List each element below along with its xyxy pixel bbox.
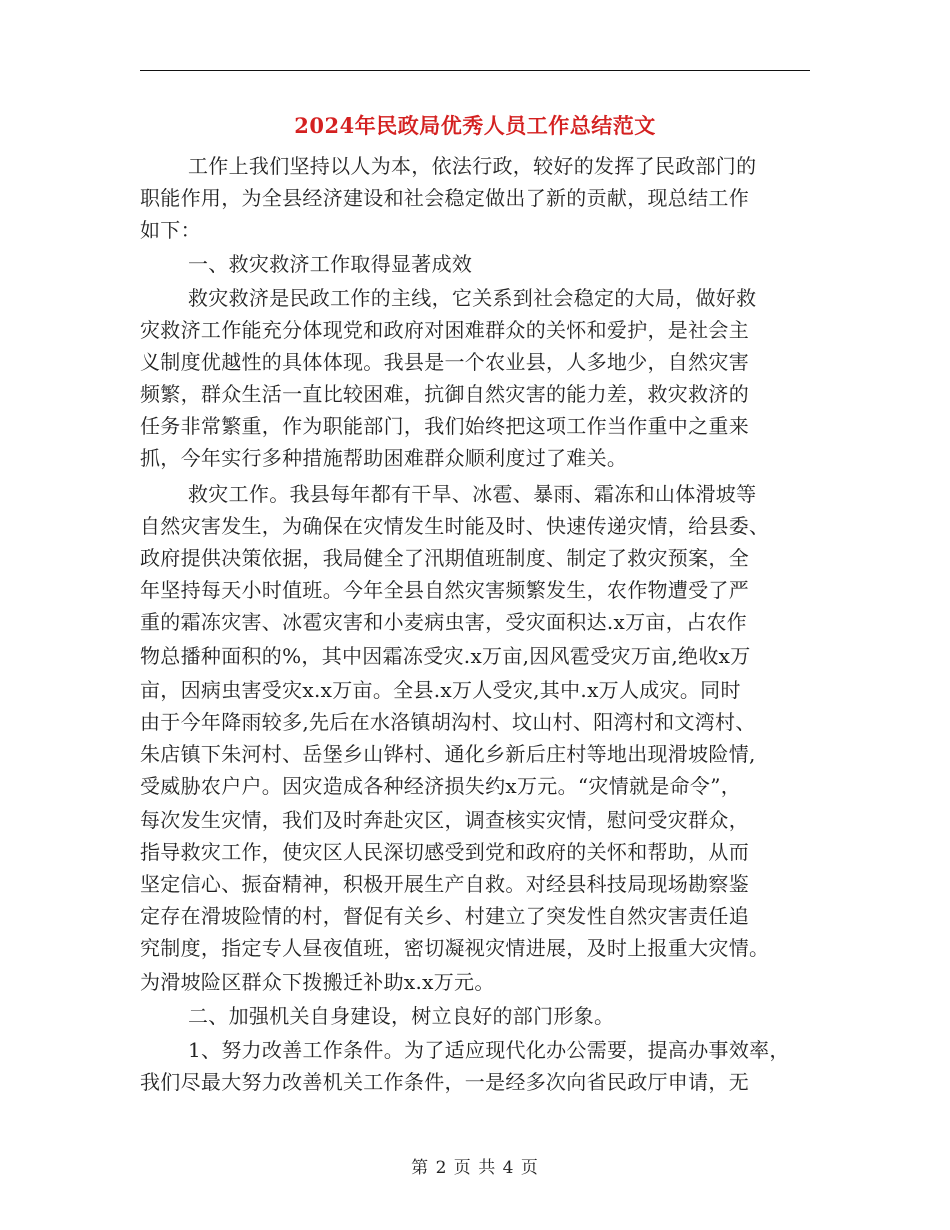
body-line: 灾救济工作能充分体现党和政府对困难群众的关怀和爱护，是社会主 [140,318,749,342]
body-line: 每次发生灾情，我们及时奔赴灾区，调查核实灾情，慰问受灾群众， [140,808,749,832]
body-line: 由于今年降雨较多,先后在水洛镇胡沟村、坟山村、阳湾村和文湾村、 [140,710,756,734]
body-line: 指导救灾工作，使灾区人民深切感受到党和政府的关怀和帮助，从而 [140,840,749,864]
body-line: 我们尽最大努力改善机关工作条件，一是经多次向省民政厅申请，无 [140,1070,749,1094]
body-line: 频繁，群众生活一直比较困难，抗御自然灾害的能力差，救灾救济的 [140,382,749,406]
section-heading: 一、救灾救济工作取得显著成效 [188,252,473,276]
body-line: 义制度优越性的具体体现。我县是一个农业县，人多地少，自然灾害 [140,350,749,374]
body-line: 自然灾害发生，为确保在灾情发生时能及时、快速传递灾情，给县委、 [140,514,770,538]
document-title: 2024年民政局优秀人员工作总结范文 [294,113,656,138]
header-rule [140,70,810,71]
body-line: 坚定信心、振奋精神，积极开展生产自救。对经县科技局现场勘察鉴 [140,872,749,896]
body-line: 1、努力改善工作条件。为了适应现代化办公需要，提高办事效率， [188,1038,790,1062]
body-line: 任务非常繁重，作为职能部门，我们始终把这项工作当作重中之重来 [140,414,749,438]
body-line: 重的霜冻灾害、冰雹灾害和小麦病虫害，受灾面积达.x万亩，占农作 [140,610,747,634]
page-number-footer: 第 2 页 共 4 页 [411,1158,539,1178]
body-line: 救灾工作。我县每年都有干旱、冰雹、暴雨、霜冻和山体滑坡等 [188,482,757,506]
body-line: 救灾救济是民政工作的主线，它关系到社会稳定的大局，做好救 [188,286,757,310]
body-line: 定存在滑坡险情的村，督促有关乡、村建立了突发性自然灾害责任追 [140,904,749,928]
body-line: 亩，因病虫害受灾x.x万亩。全县.x万人受灾,其中.x万人成灾。同时 [140,678,741,702]
body-line: 年坚持每天小时值班。今年全县自然灾害频繁发生，农作物遭受了严 [140,578,749,602]
section-heading: 二、加强机关自身建设，树立良好的部门形象。 [188,1004,615,1028]
body-line: 究制度，指定专人昼夜值班，密切凝视灾情进展，及时上报重大灾情。 [140,936,770,960]
body-line: 抓，今年实行多种措施帮助困难群众顺利度过了难关。 [140,446,628,470]
body-line: 如下： [140,218,201,242]
body-line: 为滑坡险区群众下拨搬迁补助x.x万元。 [140,970,495,994]
body-line: 朱店镇下朱河村、岳堡乡山铧村、通化乡新后庄村等地出现滑坡险情, [140,742,756,766]
body-line: 政府提供决策依据，我局健全了汛期值班制度、制定了救灾预案，全 [140,546,749,570]
body-line: 物总播种面积的%，其中因霜冻受灾.x万亩,因风雹受灾万亩,绝收x万 [140,644,751,668]
body-line: 受威胁农户户。因灾造成各种经济损失约x万元。“灾情就是命令”， [140,774,742,798]
body-line: 职能作用，为全县经济建设和社会稳定做出了新的贡献，现总结工作 [140,186,749,210]
body-line: 工作上我们坚持以人为本，依法行政，较好的发挥了民政部门的 [188,154,757,178]
